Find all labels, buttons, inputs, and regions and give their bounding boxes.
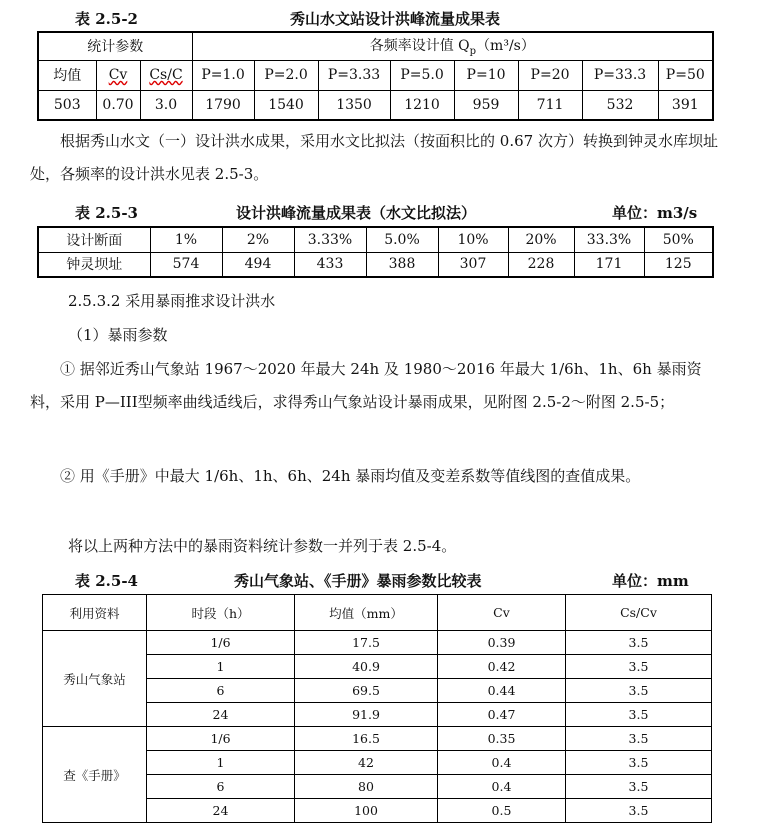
table-2-5-4-caption	[0, 568, 760, 590]
value-cell: 3.5	[566, 727, 712, 751]
header-cell: P=33.3	[582, 60, 658, 90]
header-row	[38, 60, 713, 90]
value-cell: 24	[147, 799, 295, 823]
value-cell: 42	[295, 751, 438, 775]
header-cell: Cs/Cv	[566, 595, 712, 631]
header-cv: Cv	[108, 67, 128, 83]
group-header-stats: 统计参数	[38, 32, 192, 60]
table-number: 表 2.5-3	[75, 204, 138, 222]
header-cell: 3.33%	[294, 227, 366, 252]
header-cell: P=50	[658, 60, 713, 90]
value-cell: 391	[658, 90, 713, 120]
table-title: 秀山水文站设计洪峰流量成果表	[290, 10, 501, 28]
table-2-5-4	[42, 594, 712, 823]
value-cell: 0.4	[438, 751, 566, 775]
source-cell: 查《手册》	[43, 727, 147, 823]
header-cell: Cv	[438, 595, 566, 631]
value-cell: 91.9	[295, 703, 438, 727]
value-cell: 3.5	[566, 631, 712, 655]
value-cell: 1540	[254, 90, 318, 120]
value-cell: 钟灵坝址	[38, 252, 150, 277]
value-row	[38, 252, 713, 277]
value-cell: 711	[518, 90, 582, 120]
value-cell: 433	[294, 252, 366, 277]
sub-heading: （1）暴雨参数	[68, 326, 168, 344]
header-cell: P=5.0	[390, 60, 454, 90]
value-cell: 3.5	[566, 655, 712, 679]
value-cell: 0.4	[438, 775, 566, 799]
table-unit: 单位：m3/s	[612, 204, 698, 222]
paragraph-4: 将以上两种方法中的暴雨资料统计参数一并列于表 2.5-4。	[68, 537, 457, 555]
value-cell: 3.5	[566, 799, 712, 823]
freq-header-unit: （m³/s）	[476, 38, 535, 55]
header-row	[43, 595, 712, 631]
value-cell: 80	[295, 775, 438, 799]
value-cell: 1	[147, 751, 295, 775]
value-cell: 532	[582, 90, 658, 120]
header-cell: 时段（h）	[147, 595, 295, 631]
value-cell: 1790	[192, 90, 254, 120]
value-cell: 0.42	[438, 655, 566, 679]
source-cell: 秀山气象站	[43, 631, 147, 727]
value-cell: 574	[150, 252, 222, 277]
header-cell: 20%	[508, 227, 574, 252]
value-cell: 1350	[318, 90, 390, 120]
value-cell: 6	[147, 775, 295, 799]
value-cell: 0.47	[438, 703, 566, 727]
value-cell: 171	[574, 252, 644, 277]
value-cell: 307	[438, 252, 508, 277]
table-row	[43, 631, 712, 655]
value-cell: 69.5	[295, 679, 438, 703]
value-cell: 0.70	[96, 90, 140, 120]
value-cell: 1/6	[147, 727, 295, 751]
value-cell: 1/6	[147, 631, 295, 655]
value-cell: 388	[366, 252, 438, 277]
table-number: 表 2.5-4	[75, 572, 138, 590]
value-cell: 3.5	[566, 679, 712, 703]
table-unit: 单位：mm	[612, 572, 689, 590]
header-cell: 2%	[222, 227, 294, 252]
section-heading: 2.5.3.2 采用暴雨推求设计洪水	[68, 292, 276, 310]
header-cell: 均值	[38, 60, 96, 90]
header-cell: 1%	[150, 227, 222, 252]
header-cell: 均值（mm）	[295, 595, 438, 631]
table-number: 表 2.5-2	[75, 10, 138, 28]
header-cell: 50%	[644, 227, 713, 252]
paragraph-1: 根据秀山水文（一）设计洪水成果，采用水文比拟法（按面积比的 0.67 次方）转换到钟灵水库坝址处，各频率的设计洪水见表 2.5-3。	[30, 132, 718, 183]
header-cell: 设计断面	[38, 227, 150, 252]
table-title: 设计洪峰流量成果表（水文比拟法）	[236, 204, 477, 222]
value-cell: 17.5	[295, 631, 438, 655]
value-cell: 494	[222, 252, 294, 277]
header-cell: 利用资料	[43, 595, 147, 631]
value-cell: 503	[38, 90, 96, 120]
value-cell: 16.5	[295, 727, 438, 751]
group-header-frequency	[192, 32, 713, 60]
value-cell: 0.39	[438, 631, 566, 655]
header-cell: P=2.0	[254, 60, 318, 90]
value-cell: 228	[508, 252, 574, 277]
value-cell: 6	[147, 679, 295, 703]
value-cell: 959	[454, 90, 518, 120]
value-cell: 125	[644, 252, 713, 277]
value-cell: 0.35	[438, 727, 566, 751]
table-2-5-2-caption	[0, 6, 760, 28]
header-cell: 33.3%	[574, 227, 644, 252]
header-cell: P=20	[518, 60, 582, 90]
value-cell: 1	[147, 655, 295, 679]
freq-header-prefix: 各频率设计值 Q	[369, 38, 470, 55]
paragraph-2: ① 据邻近秀山气象站 1967～2020 年最大 24h 及 1980～2016 年最大 1/6h、1h、6h 暴雨资料，采用 P—III型频率曲线适线后，求得秀山气象站设计暴雨成果，见附图 2.5-2～附图 2.5-5；	[30, 360, 702, 411]
header-cell: 5.0%	[366, 227, 438, 252]
table-2-5-2	[37, 31, 714, 121]
table-2-5-3-caption	[0, 200, 760, 222]
value-cell: 3.0	[140, 90, 192, 120]
value-cell: 0.5	[438, 799, 566, 823]
value-cell: 24	[147, 703, 295, 727]
paragraph-3: ② 用《手册》中最大 1/6h、1h、6h、24h 暴雨均值及变差系数等值线图的查值成果。	[60, 467, 641, 485]
value-cell: 0.44	[438, 679, 566, 703]
value-cell: 3.5	[566, 703, 712, 727]
table-row	[43, 727, 712, 751]
freq-header-sub: p	[469, 46, 477, 58]
header-row	[38, 227, 713, 252]
value-row	[38, 90, 713, 120]
header-cs: Cs/C	[149, 67, 183, 83]
header-cell: P=1.0	[192, 60, 254, 90]
value-cell: 3.5	[566, 775, 712, 799]
header-cell: 10%	[438, 227, 508, 252]
header-cell: P=10	[454, 60, 518, 90]
value-cell: 100	[295, 799, 438, 823]
header-cell	[96, 60, 140, 90]
header-cell: P=3.33	[318, 60, 390, 90]
table-title: 秀山气象站、《手册》暴雨参数比较表	[234, 572, 482, 590]
header-cell	[140, 60, 192, 90]
value-cell: 40.9	[295, 655, 438, 679]
value-cell: 1210	[390, 90, 454, 120]
table-2-5-3	[37, 226, 714, 278]
value-cell: 3.5	[566, 751, 712, 775]
